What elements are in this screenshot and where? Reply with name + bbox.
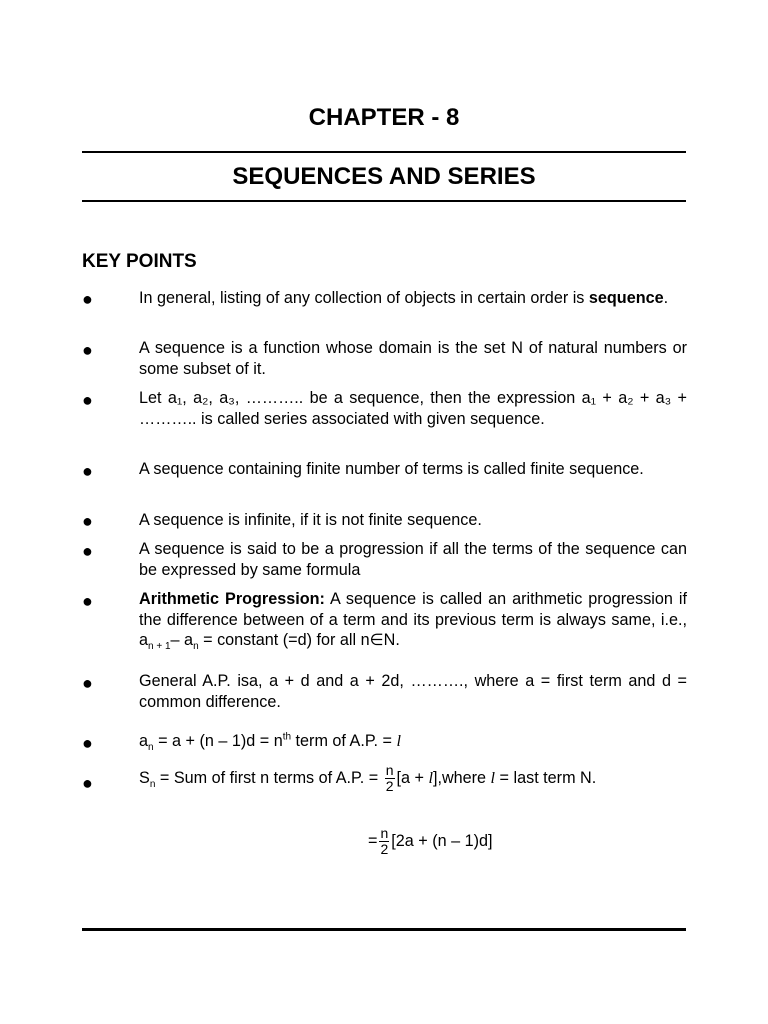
bullet-icon — [82, 465, 94, 477]
footer-divider — [82, 928, 686, 931]
key-points-heading: KEY POINTS — [82, 251, 197, 272]
key-point-4: A sequence containing finite number of terms is called finite sequence. — [139, 460, 644, 478]
bullet-icon — [82, 595, 94, 607]
chapter-title: SEQUENCES AND SERIES — [232, 163, 536, 190]
bullet-icon — [82, 737, 94, 749]
fraction-n-over-2: $\frac{n}{2}$ — [385, 762, 394, 794]
key-point-5: A sequence is infinite, if it is not finite sequence. — [139, 511, 482, 529]
divider-bottom — [82, 200, 686, 202]
bullet-icon — [82, 545, 94, 557]
bullet-icon — [82, 344, 94, 356]
key-point-1: In general, listing of any collection of objects in certain order is sequence. — [139, 289, 669, 307]
key-point-3: Let a₁, a₂, a₃, ……….. be a sequence, then the expression a₁ + a₂ + a₃ + ……….. is called series associated with given sequence. — [139, 389, 687, 428]
bullet-icon — [82, 394, 94, 406]
bullet-icon — [82, 515, 94, 527]
fraction-n-over-2: $\frac{n}{2}$ — [380, 825, 389, 857]
bullet-icon — [82, 777, 94, 789]
bullet-icon — [82, 677, 94, 689]
key-point-8: General A.P. isa, a + d and a + 2d, ………., where a = first term and d = common difference. — [139, 672, 687, 711]
key-point-9: $a_n = a + (n - 1)d = n^{th}$ term of A.P. = l — [139, 731, 401, 754]
divider-top — [82, 151, 686, 153]
key-point-2: A sequence is a function whose domain is the set N of natural numbers or some subset of it. — [139, 339, 687, 378]
key-point-10: $S_n$ = Sum of first n terms of A.P. = $\frac{n}{2}$ [a + l],where l = last term N. — [139, 762, 597, 794]
key-point-7: Arithmetic Progression: A sequence is called an arithmetic progression if the difference between of a term and its previous term is always same, i.e., $a_{n + 1}-$ $a_n$ = constant (=d) for all n∈N. — [139, 590, 687, 653]
key-point-6: A sequence is said to be a progression if all the terms of the sequence can be expressed by same formula — [139, 540, 687, 579]
sum-formula-alt: = $\frac{n}{2}$ [2a + (n – 1)d] — [368, 825, 493, 857]
chapter-number: CHAPTER - 8 — [308, 104, 460, 131]
bullet-icon — [82, 293, 94, 305]
